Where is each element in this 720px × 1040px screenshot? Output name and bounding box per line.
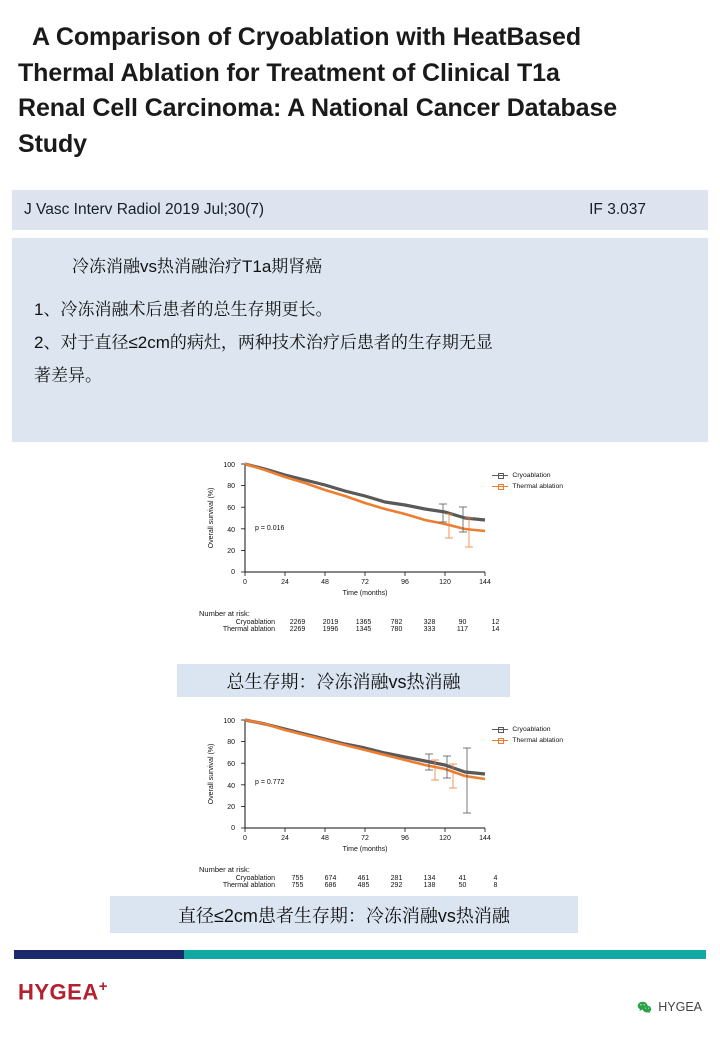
legend-swatch-cryoablation (492, 729, 508, 730)
wechat-account (637, 1000, 702, 1014)
svg-text:144: 144 (479, 579, 491, 586)
svg-text:60: 60 (227, 505, 235, 512)
svg-text:120: 120 (439, 579, 451, 586)
legend-swatch-thermal-ablation (492, 740, 508, 741)
legend-label-cryoablation: Cryoablation (512, 726, 551, 733)
risk-row-cryoablation (199, 619, 565, 626)
journal-citation: J Vasc Interv Radiol 2019 Jul;30(7) (24, 201, 265, 218)
summary-point-2: 2、对于直径≤2cm的病灶，两种技术治疗后患者的生存期无显 (34, 333, 493, 353)
risk-row-cryoablation (199, 875, 565, 882)
svg-text:60: 60 (227, 761, 235, 768)
svg-text:24: 24 (281, 835, 289, 842)
svg-text:40: 40 (227, 527, 235, 534)
chart-1-risk-table (199, 609, 565, 633)
risk-table-title: Number at risk: (199, 609, 250, 618)
svg-text:80: 80 (227, 483, 235, 490)
svg-text:100: 100 (223, 462, 235, 469)
brand-plus-mark: + (98, 978, 109, 995)
svg-text:72: 72 (361, 579, 369, 586)
figure-overall-survival (185, 452, 565, 642)
risk-value: 50 (458, 882, 467, 889)
risk-value: 292 (390, 882, 403, 889)
svg-text:Overall survival (%): Overall survival (%) (208, 743, 215, 805)
summary-box (12, 238, 708, 442)
wechat-label: HYGEA (658, 1000, 702, 1014)
risk-value: 2269 (289, 626, 306, 633)
svg-text:72: 72 (361, 835, 369, 842)
risk-value: 134 (423, 875, 436, 882)
svg-text:0: 0 (231, 825, 235, 832)
risk-table-title: Number at risk: (199, 865, 250, 874)
footer-rule-dark-segment (14, 950, 184, 959)
legend-swatch-thermal-ablation (492, 486, 508, 487)
svg-text:20: 20 (227, 804, 235, 811)
summary-point-2-continued: 著差异。 (34, 366, 102, 386)
risk-value: 485 (357, 882, 370, 889)
risk-value: 333 (423, 626, 436, 633)
svg-text:p = 0.772: p = 0.772 (255, 779, 285, 786)
svg-text:80: 80 (227, 739, 235, 746)
brand-name: HYGEA (18, 979, 99, 1005)
risk-row-thermal-ablation (199, 626, 565, 633)
risk-value: 281 (390, 875, 403, 882)
risk-value: 1365 (355, 619, 372, 626)
risk-value: 2019 (322, 619, 339, 626)
wechat-icon (637, 1001, 652, 1014)
risk-value: 686 (324, 882, 337, 889)
risk-value: 4 (493, 875, 498, 882)
risk-value: 41 (458, 875, 467, 882)
risk-value: 461 (357, 875, 370, 882)
svg-text:100: 100 (223, 718, 235, 725)
chart-1-legend (492, 470, 563, 492)
risk-value: 90 (458, 619, 467, 626)
svg-text:Time (months): Time (months) (342, 846, 388, 853)
risk-value: 2269 (289, 619, 306, 626)
risk-row-thermal-ablation (199, 882, 565, 889)
risk-row-label: Cryoablation (235, 619, 275, 626)
legend-label-thermal-ablation: Thermal ablation (512, 483, 563, 491)
svg-text:Time (months): Time (months) (342, 590, 388, 597)
summary-heading: 冷冻消融vs热消融治疗T1a期肾癌 (72, 257, 323, 276)
title-line-2: Thermal Ablation for Treatment of Clinical T1a (18, 58, 560, 87)
title-line-1: A Comparison of Cryoablation with HeatBased (32, 23, 582, 51)
risk-value: 755 (291, 882, 304, 889)
figure-survival-small-lesions (185, 708, 565, 888)
page-title (18, 20, 708, 162)
risk-value: 780 (390, 626, 403, 633)
figure-2-caption: 直径≤2cm患者生存期：冷冻消融vs热消融 (110, 896, 578, 933)
figure-1-caption: 总生存期：冷冻消融vs热消融 (177, 664, 510, 697)
risk-value: 1345 (355, 626, 372, 633)
svg-text:96: 96 (401, 579, 409, 586)
legend-label-cryoablation: Cryoablation (512, 472, 551, 479)
svg-text:48: 48 (321, 835, 329, 842)
svg-text:0: 0 (243, 579, 247, 586)
risk-row-label: Thermal ablation (222, 882, 275, 889)
risk-value: 12 (491, 619, 500, 626)
svg-text:48: 48 (321, 579, 329, 586)
svg-text:0: 0 (243, 835, 247, 842)
journal-bar (12, 190, 708, 230)
svg-text:24: 24 (281, 579, 289, 586)
legend-label-thermal-ablation: Thermal ablation (512, 737, 563, 745)
legend-swatch-cryoablation (492, 475, 508, 476)
summary-point-1: 1、冷冻消融术后患者的总生存期更长。 (34, 300, 333, 319)
risk-value: 117 (456, 626, 469, 633)
title-line-3: Renal Cell Carcinoma: A National Cancer Database (18, 94, 618, 122)
risk-value: 1996 (322, 626, 339, 633)
risk-row-label: Cryoablation (235, 875, 275, 882)
risk-value: 328 (423, 619, 436, 626)
chart-2-legend (492, 724, 563, 746)
risk-value: 782 (390, 619, 403, 626)
svg-text:p = 0.016: p = 0.016 (255, 525, 285, 532)
title-line-4: Study (18, 129, 87, 158)
svg-text:20: 20 (227, 548, 235, 555)
risk-value: 755 (291, 875, 304, 882)
risk-value: 8 (493, 882, 498, 889)
svg-text:Overall survival (%): Overall survival (%) (208, 487, 215, 549)
brand-logo (18, 978, 108, 1005)
risk-row-label: Thermal ablation (222, 626, 275, 633)
journal-impact-factor: IF 3.037 (589, 201, 646, 218)
svg-text:0: 0 (231, 569, 235, 576)
svg-text:120: 120 (439, 835, 451, 842)
risk-value: 674 (324, 875, 337, 882)
chart-2-risk-table (199, 865, 565, 889)
svg-text:144: 144 (479, 835, 491, 842)
svg-text:96: 96 (401, 835, 409, 842)
footer-rule-teal-segment (184, 950, 706, 959)
risk-value: 14 (491, 626, 500, 633)
svg-text:40: 40 (227, 783, 235, 790)
risk-value: 138 (423, 882, 436, 889)
footer-divider (14, 950, 706, 959)
